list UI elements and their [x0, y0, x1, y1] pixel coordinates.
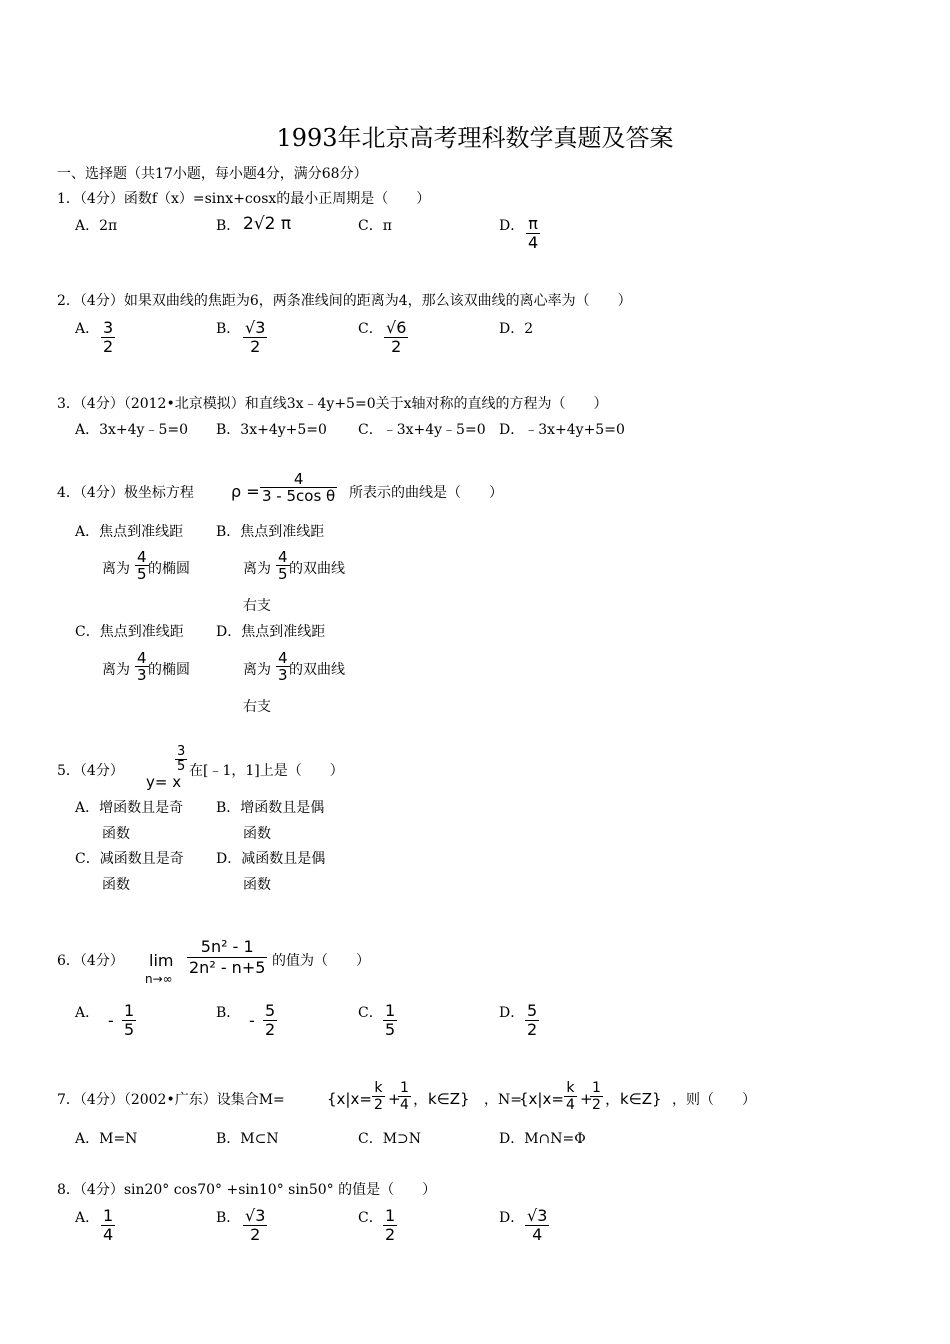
q4-denominator: 3 - 5cos θ	[262, 487, 336, 505]
q7-m-plus: +	[388, 1090, 401, 1108]
question-6-stem-start: 6．（4分）	[57, 953, 124, 969]
q7-option-a: A．M=N	[75, 1131, 138, 1147]
section-heading: 一、选择题（共17小题，每小题4分，满分68分）	[57, 166, 368, 182]
question-4-stem-start: 4．（4分）极坐标方程	[57, 485, 194, 501]
q6-a-denominator: 5	[124, 1020, 135, 1039]
q6-d-fraction	[525, 1002, 539, 1039]
q6-a-sign: -	[108, 1011, 114, 1030]
q4-option-c-line1: C．焦点到准线距	[75, 624, 184, 640]
q4-d-numerator: 4	[278, 649, 288, 667]
q1-option-a: A．2π	[75, 218, 118, 234]
q4-fraction	[260, 471, 337, 504]
q7-m-k: k	[374, 1080, 383, 1096]
q5-option-a-line1: A．增函数且是奇	[75, 800, 184, 816]
q7-m-one-den: 4	[400, 1097, 409, 1113]
q8-d-numerator: √3	[527, 1206, 548, 1225]
q8-a-numerator: 1	[103, 1206, 114, 1225]
q6-b-denominator: 2	[265, 1020, 276, 1039]
question-3-stem: 3．（4分）（2012•北京模拟）和直线3x﹣4y+5=0关于x轴对称的直线的方程为（ ）	[57, 396, 608, 412]
q5-option-a-line2: 函数	[102, 826, 130, 842]
q2-option-c-fraction	[384, 319, 408, 356]
q2-option-a-label: A．	[75, 321, 100, 337]
q4-option-b-line2b: 的双曲线	[289, 561, 345, 577]
q5-option-c-line1: C．减函数且是奇	[75, 851, 184, 867]
q4-a-denominator: 5	[137, 565, 147, 583]
question-5-stem-end: 在[﹣1，1]上是（ ）	[189, 763, 344, 779]
q7-n-k-den: 4	[566, 1097, 575, 1113]
q2-option-b-label: B．	[216, 321, 241, 337]
q8-option-b-label: B．	[216, 1210, 241, 1226]
q7-option-b: B．M⊂N	[216, 1131, 279, 1147]
q7-n-set-close: ，k∈Z}	[605, 1090, 662, 1108]
q6-a-numerator: 1	[124, 1001, 135, 1020]
q6-lim-subscript: n→∞	[145, 972, 173, 986]
q4-option-b-line3: 右支	[243, 598, 271, 614]
q8-b-numerator: √3	[245, 1206, 266, 1225]
q4-a-fraction	[135, 549, 149, 582]
q7-m-set-open: {x|x=	[327, 1090, 372, 1108]
q6-option-d-label: D．	[499, 1005, 525, 1021]
q6-c-fraction	[383, 1002, 397, 1039]
q6-c-numerator: 1	[385, 1001, 396, 1020]
question-7-stem-start: 7．（4分）（2002•广东）设集合M=	[57, 1092, 285, 1108]
q1-option-d-label: D．	[499, 218, 525, 234]
q4-option-c-line2a: 离为	[102, 662, 130, 678]
q1-option-b-label: B．	[216, 218, 241, 234]
q2-c-numerator: √6	[386, 318, 407, 337]
q1-d-denominator: 4	[528, 233, 539, 252]
q8-b-denominator: 2	[250, 1225, 261, 1244]
q1-option-d-fraction	[526, 215, 540, 252]
q5-exponent	[175, 745, 187, 774]
q2-c-denominator: 2	[391, 337, 402, 356]
q2-option-a-fraction	[101, 319, 115, 356]
q6-option-a-label: A．	[75, 1005, 100, 1021]
q3-option-a: A．3x+4y﹣5=0	[75, 422, 189, 438]
q4-c-numerator: 4	[137, 649, 147, 667]
q8-d-denominator: 4	[532, 1225, 543, 1244]
q7-m-set-close: ，k∈Z}	[413, 1090, 470, 1108]
q7-option-d: D．M∩N=Φ	[499, 1131, 586, 1147]
q2-a-denominator: 2	[103, 337, 114, 356]
q2-a-numerator: 3	[103, 318, 114, 337]
question-5-stem-start: 5．（4分）	[57, 763, 124, 779]
q4-option-d-line2a: 离为	[243, 662, 271, 678]
q7-n-k: k	[566, 1080, 575, 1096]
q6-a-fraction	[122, 1002, 136, 1039]
q5-option-d-line2: 函数	[243, 877, 271, 893]
q6-option-c-label: C．	[358, 1005, 383, 1021]
q7-m-one-fraction	[398, 1080, 411, 1113]
q4-option-d-line1: D．焦点到准线距	[216, 624, 326, 640]
q6-lim: lim	[149, 951, 174, 970]
q7-option-c: C．M⊃N	[358, 1131, 422, 1147]
q5-option-b-line2: 函数	[243, 826, 271, 842]
question-1-stem: 1．（4分）函数f（x）=sinx+cosx的最小正周期是（ ）	[57, 191, 431, 207]
q7-m-one: 1	[400, 1080, 409, 1096]
q4-c-denominator: 3	[137, 666, 147, 684]
q2-b-denominator: 2	[250, 337, 261, 356]
q2-b-numerator: √3	[245, 318, 266, 337]
q7-n-label: ，N=	[484, 1092, 522, 1108]
question-2-stem: 2．（4分）如果双曲线的焦距为6，两条准线间的距离为4，那么该双曲线的离心率为（ ）	[57, 293, 632, 309]
q4-option-c-line2b: 的椭圆	[148, 662, 190, 678]
q3-option-b: B．3x+4y+5=0	[216, 422, 327, 438]
question-8-stem: 8．（4分）sin20° cos70° +sin10° sin50° 的值是（ ）	[57, 1182, 437, 1198]
question-6-stem-end: 的值为（ ）	[272, 953, 370, 969]
q4-d-denominator: 3	[278, 666, 288, 684]
q8-a-denominator: 4	[103, 1225, 114, 1244]
q4-numerator: 4	[293, 470, 304, 488]
q7-n-one-den: 2	[592, 1097, 601, 1113]
q8-c-numerator: 1	[385, 1206, 396, 1225]
q4-a-numerator: 4	[137, 548, 147, 566]
q7-n-one-fraction	[590, 1080, 603, 1113]
q4-c-fraction	[135, 650, 149, 683]
q4-b-fraction	[276, 549, 290, 582]
q6-numerator: 5n² - 1	[200, 937, 254, 956]
q2-option-c-label: C．	[358, 321, 383, 337]
q2-option-b-fraction	[243, 319, 267, 356]
q7-m-k-den: 2	[374, 1097, 383, 1113]
q7-m-k-fraction	[372, 1080, 385, 1113]
q8-option-c-label: C．	[358, 1210, 383, 1226]
q7-n-plus: +	[580, 1090, 593, 1108]
q5-exp-numerator: 3	[177, 744, 186, 759]
q6-b-fraction	[263, 1002, 277, 1039]
q4-option-a-line1: A．焦点到准线距	[75, 524, 184, 540]
q5-option-b-line1: B．增函数且是偶	[216, 800, 325, 816]
q8-option-a-label: A．	[75, 1210, 100, 1226]
q6-fraction	[187, 937, 267, 978]
q4-b-denominator: 5	[278, 565, 288, 583]
q8-c-fraction	[383, 1207, 397, 1244]
q4-option-a-line2b: 的椭圆	[148, 561, 190, 577]
q4-option-d-line3: 右支	[243, 699, 271, 715]
q7-n-one: 1	[592, 1080, 601, 1096]
q5-option-c-line2: 函数	[102, 877, 130, 893]
q3-option-d: D．﹣3x+4y+5=0	[499, 422, 625, 438]
q7-n-k-fraction	[564, 1080, 577, 1113]
q8-d-fraction	[525, 1207, 549, 1244]
question-4-stem-end: 所表示的曲线是（ ）	[349, 485, 503, 501]
q6-d-denominator: 2	[527, 1020, 538, 1039]
q1-option-c: C．π	[358, 218, 392, 234]
q1-d-numerator: π	[528, 214, 538, 233]
q1-option-b-value: 2√2 π	[243, 214, 292, 234]
q4-option-d-line2b: 的双曲线	[289, 662, 345, 678]
q8-a-fraction	[101, 1207, 115, 1244]
q4-option-b-line2a: 离为	[243, 561, 271, 577]
q5-option-d-line1: D．减函数且是偶	[216, 851, 326, 867]
page-title: 1993年北京高考理科数学真题及答案	[276, 124, 674, 152]
q4-b-numerator: 4	[278, 548, 288, 566]
q6-denominator: 2n² - n+5	[189, 958, 266, 977]
q6-b-numerator: 5	[265, 1001, 276, 1020]
q2-option-d: D．2	[499, 321, 534, 337]
q4-d-fraction	[276, 650, 290, 683]
q4-rho: ρ =	[231, 482, 260, 501]
q6-d-numerator: 5	[527, 1001, 538, 1020]
q8-option-d-label: D．	[499, 1210, 525, 1226]
q4-option-b-line1: B．焦点到准线距	[216, 524, 325, 540]
q6-b-sign: -	[249, 1011, 255, 1030]
q7-n-set-open: {x|x=	[519, 1090, 564, 1108]
q3-option-c: C．﹣3x+4y﹣5=0	[358, 422, 486, 438]
q5-expression: y= x	[146, 773, 182, 791]
q8-b-fraction	[243, 1207, 267, 1244]
q6-option-b-label: B．	[216, 1005, 241, 1021]
question-7-stem-end: ，则（ ）	[672, 1092, 756, 1108]
q6-c-denominator: 5	[385, 1020, 396, 1039]
q5-exp-denominator: 5	[177, 759, 186, 774]
q8-c-denominator: 2	[385, 1225, 396, 1244]
q4-option-a-line2a: 离为	[102, 561, 130, 577]
